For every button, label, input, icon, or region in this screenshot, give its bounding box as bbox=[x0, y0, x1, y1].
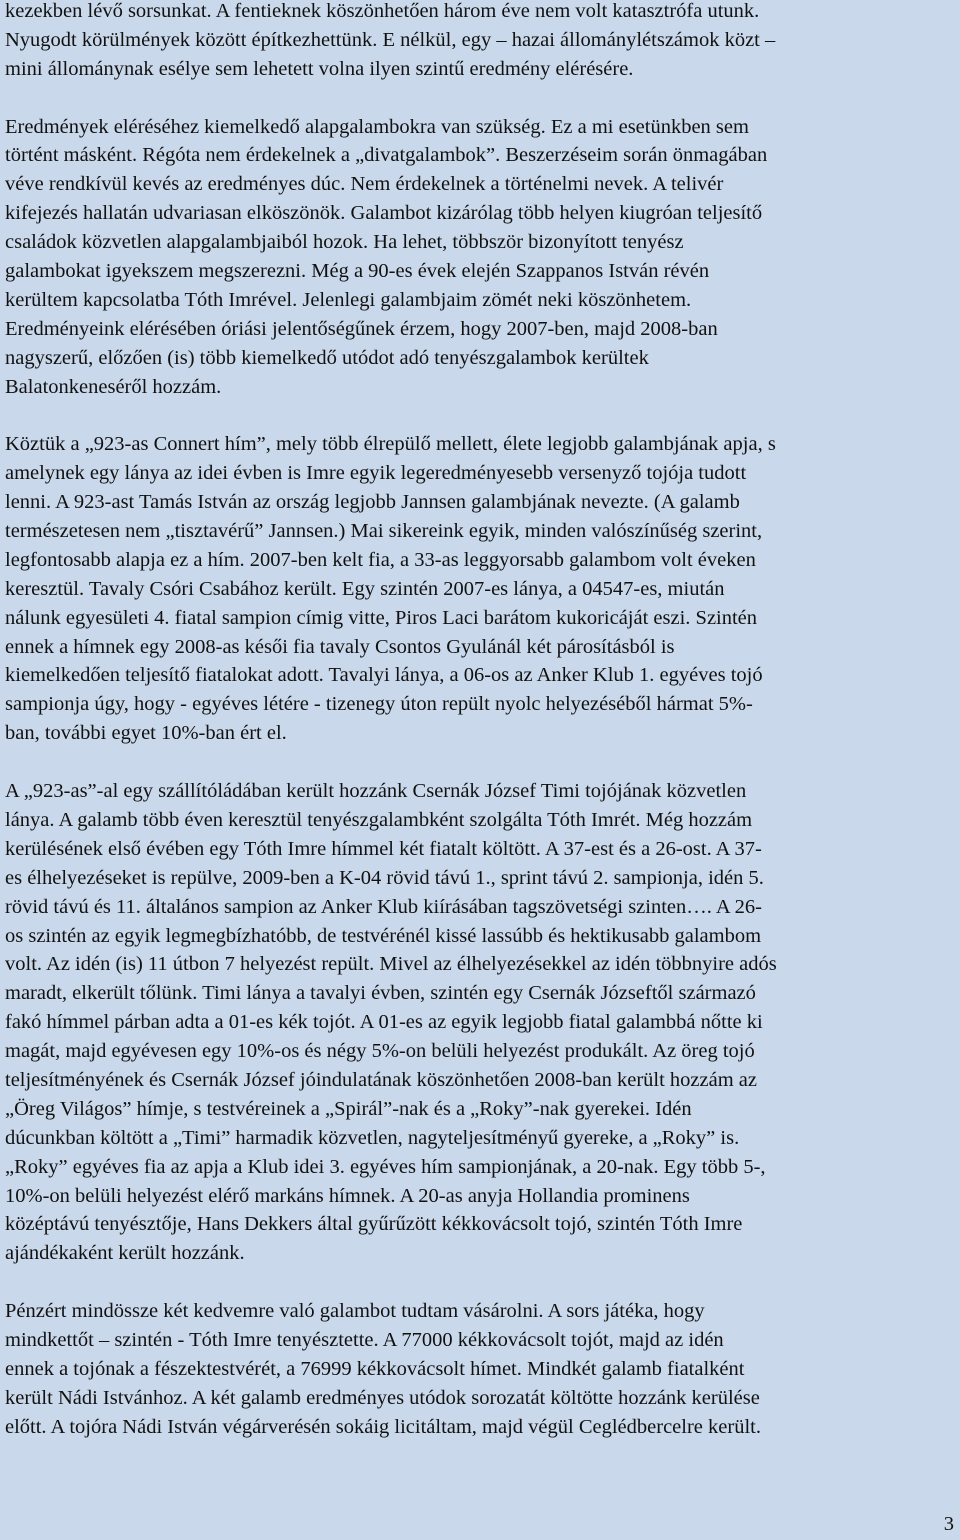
text-line: sampionja úgy, hogy - egyéves létére - tizenegy úton repült nyolc helyezéséből hármat 5%- bbox=[5, 693, 753, 716]
text-line: ajándékaként került hozzánk. bbox=[5, 1242, 245, 1265]
text-line: kerülésének első évében egy Tóth Imre hímmel két fiatalt költött. A 37-est és a 26-ost. A 37- bbox=[5, 837, 762, 860]
text-line: természetesen nem „tisztavérű” Jannsen.) Mai sikereink egyik, minden valószínűség szerint, bbox=[5, 520, 763, 543]
text-line: ennek a hímnek egy 2008-as késői fia tavaly Csontos Gyulánál két párosításból is bbox=[5, 635, 675, 658]
text-line: családok közvetlen alapgalambjaiból hozok. Ha lehet, többször bizonyított tenyész bbox=[5, 231, 684, 254]
text-line: lenni. A 923-ast Tamás István az ország legjobb Jannsen galambjának nevezte. (A galamb bbox=[5, 491, 740, 514]
text-line: volt. Az idén (is) 11 útbon 7 helyezést repült. Mivel az élhelyezésekkel az idén többnyire adós bbox=[5, 953, 777, 976]
text-line: véve rendkívül kevés az eredményes dúc. Nem érdekelnek a történelmi nevek. A telivér bbox=[5, 173, 724, 196]
text-line: előtt. A tojóra Nádi István végárverésén sokáig licitáltam, majd végül Ceglédbercelre került. bbox=[5, 1415, 761, 1438]
text-line: „Öreg Világos” hímje, s testvéreinek a „Spirál”-nak és a „Roky”-nak gyerekei. Idén bbox=[5, 1097, 692, 1120]
text-line: „Roky” egyéves fia az apja a Klub idei 3. egyéves hím sampionjának, a 20-nak. Egy több 5-, bbox=[5, 1155, 766, 1178]
paragraph-gap bbox=[5, 401, 955, 430]
text-line: nálunk egyesületi 4. fiatal sampion címig vitte, Piros Laci barátom kukoricáját eszi. Szintén bbox=[5, 606, 758, 629]
paragraph bbox=[5, 1297, 955, 1441]
text-line: Eredményeink elérésében óriási jelentőségűnek érzem, hogy 2007-ben, majd 2008-ban bbox=[5, 317, 718, 340]
text-line: Nyugodt körülmények között építkezhettünk. E nélkül, egy – hazai állománylétszámok közt – bbox=[5, 28, 776, 51]
page-number: 3 bbox=[943, 1513, 954, 1535]
text-line: es élhelyezéseket is repülve, 2009-ben a K-04 rövid távú 1., sprint távú 2. sampionja, idén 5. bbox=[5, 866, 764, 889]
paragraph-gap bbox=[5, 84, 955, 113]
paragraph bbox=[5, 113, 955, 402]
text-line: nagyszerű, előzően (is) több kiemelkedő utódot adó tenyészgalambok kerültek bbox=[5, 346, 649, 369]
text-line: keresztül. Tavaly Csóri Csabához került. Egy szintén 2007-es lánya, a 04547-es, miután bbox=[5, 577, 725, 600]
text-line: rövid távú és 11. általános sampion az Anker Klub kiírásában tagszövetségi szinten…. A 26- bbox=[5, 895, 762, 918]
text-line: amelynek egy lánya az idei évben is Imre egyik legeredményesebb versenyző tojója tudott bbox=[5, 462, 747, 485]
paragraph-gap bbox=[5, 1268, 955, 1297]
text-line: maradt, elkerült tőlünk. Timi lánya a tavalyi évben, szintén egy Csernák Józseftől származó bbox=[5, 982, 756, 1005]
text-line: Balatonkeneséről hozzám. bbox=[5, 375, 222, 398]
text-line: teljesítményének és Csernák József jóindulatának köszönhetően 2008-ban került hozzám az bbox=[5, 1068, 757, 1091]
text-line: kifejezés hallatán udvariasan elköszönök. Galambot kizárólag több helyen kiugróan teljesítő bbox=[5, 202, 763, 225]
text-line: legfontosabb alapja ez a hím. 2007-ben kelt fia, a 33-as leggyorsabb galambom volt éveken bbox=[5, 548, 756, 571]
text-line: került Nádi Istvánhoz. A két galamb eredményes utódok sorozatát költötte hozzánk kerülése bbox=[5, 1386, 760, 1409]
text-line: fakó hímmel párban adta a 01-es kék tojót. A 01-es az egyik legjobb fiatal galambbá nőtte ki bbox=[5, 1011, 763, 1034]
paragraph bbox=[5, 0, 955, 84]
text-line: kerültem kapcsolatba Tóth Imrével. Jelenlegi galambjaim zömét neki köszönhetem. bbox=[5, 288, 692, 311]
text-line: A „923-as”-al egy szállítóládában került hozzánk Csernák József Timi tojójának közvetlen bbox=[5, 780, 747, 803]
text-line: dúcunkban költött a „Timi” harmadik közvetlen, nagyteljesítményű gyereke, a „Roky” is. bbox=[5, 1126, 740, 1149]
text-line: os szintén az egyik legmegbízhatóbb, de testvérénél kissé lassúbb és hektikusabb galambom bbox=[5, 924, 762, 947]
text-line: mindkettőt – szintén - Tóth Imre tenyésztette. A 77000 kékkovácsolt tojót, majd az idén bbox=[5, 1328, 724, 1351]
text-line: Pénzért mindössze két kedvemre való galambot tudtam vásárolni. A sors játéka, hogy bbox=[5, 1300, 705, 1323]
text-line: 10%-on belüli helyezést elérő markáns hímnek. A 20-as anyja Hollandia prominens bbox=[5, 1184, 690, 1207]
text-line: történt másként. Régóta nem érdekelnek a „divatgalambok”. Beszerzéseim során önmagában bbox=[5, 144, 768, 167]
document-body bbox=[5, 0, 955, 1442]
text-line: ennek a tojónak a fészektestvérét, a 76999 kékkovácsolt hímet. Mindkét galamb fiatalként bbox=[5, 1357, 745, 1380]
text-line: középtávú tenyésztője, Hans Dekkers által gyűrűzött kékkovácsolt tojó, szintén Tóth Imre bbox=[5, 1213, 743, 1236]
text-line: kezekben lévő sorsunkat. A fentieknek köszönhetően három éve nem volt katasztrófa utunk. bbox=[5, 0, 760, 22]
paragraph-gap bbox=[5, 748, 955, 777]
text-line: Köztük a „923-as Connert hím”, mely több élrepülő mellett, élete legjobb galambjának apja, s bbox=[5, 433, 776, 456]
text-line: kiemelkedően teljesítő fiatalokat adott. Tavalyi lánya, a 06-os az Anker Klub 1. egyéves tojó bbox=[5, 664, 763, 687]
paragraph bbox=[5, 430, 955, 748]
text-line: galambokat igyekszem megszerezni. Még a 90-es évek elején Szappanos István révén bbox=[5, 260, 710, 283]
text-line: Eredmények eléréséhez kiemelkedő alapgalambokra van szükség. Ez a mi esetünkben sem bbox=[5, 115, 749, 138]
text-line: lánya. A galamb több éven keresztül tenyészgalambként szolgálta Tóth Imrét. Még hozzám bbox=[5, 808, 753, 831]
text-line: mini állománynak esélye sem lehetett volna ilyen szintű eredmény elérésére. bbox=[5, 57, 634, 80]
paragraph bbox=[5, 777, 955, 1268]
text-line: magát, majd egyévesen egy 10%-os és négy 5%-on belüli helyezést produkált. Az öreg tojó bbox=[5, 1040, 755, 1063]
text-line: ban, további egyet 10%-ban ért el. bbox=[5, 722, 287, 745]
